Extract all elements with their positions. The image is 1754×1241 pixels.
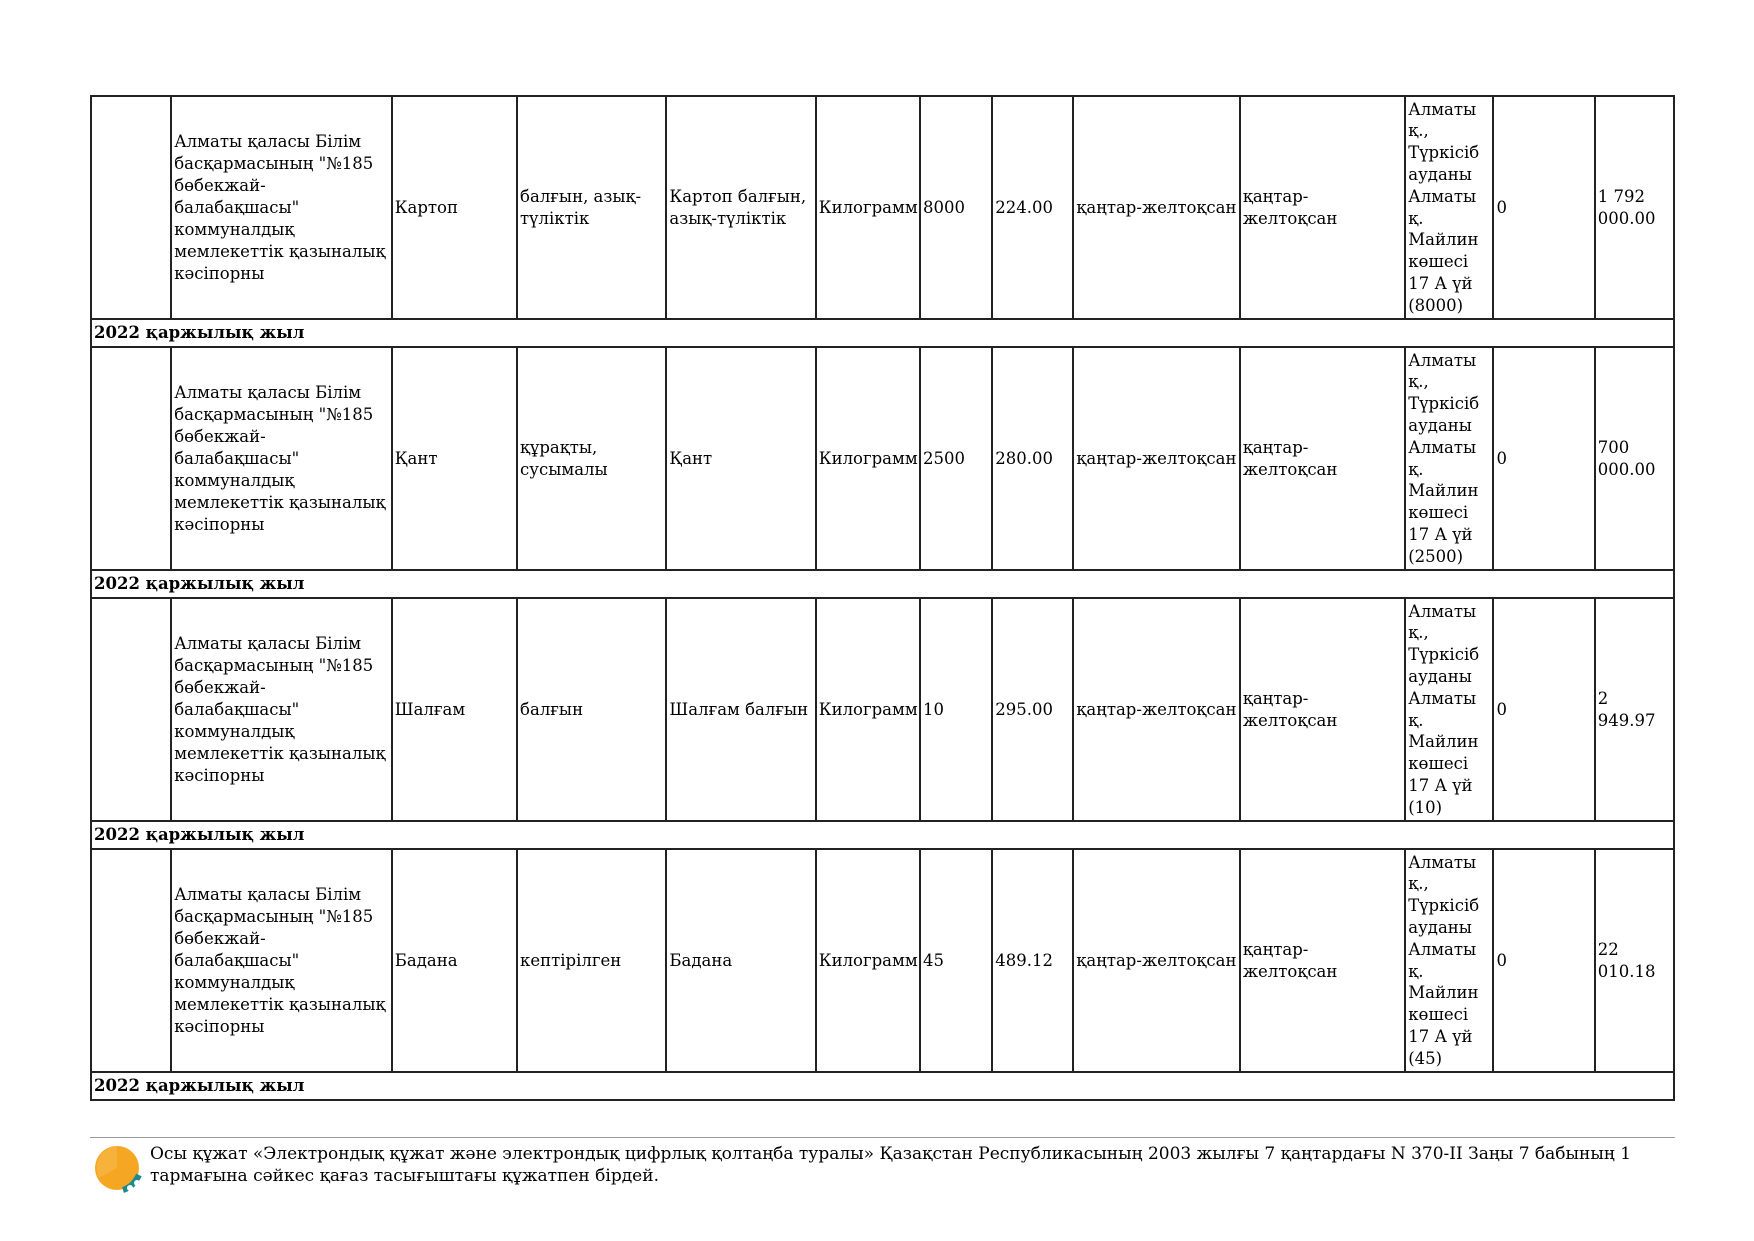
advance-payment-cell: 0 xyxy=(1493,598,1594,821)
total-sum-cell: 700 000.00 xyxy=(1595,347,1674,570)
fiscal-year-row xyxy=(91,319,1674,347)
procurement-table xyxy=(90,95,1675,1101)
procurement-period-cell: қаңтар-желтоқсан xyxy=(1240,849,1405,1072)
delivery-address-cell: Алматы қ., Түркісіб ауданы Алматы қ. Майлин көшесі 17 А үй (10) xyxy=(1405,598,1493,821)
customer-cell: Алматы қаласы Білім басқармасының "№185 бөбекжай-балабақшасы" коммуналдық мемлекеттік қазыналық кәсіпорны xyxy=(171,598,392,821)
advance-payment-cell: 0 xyxy=(1493,347,1594,570)
unit-cell: Килограмм xyxy=(816,849,920,1072)
fiscal-year-label: 2022 қаржылық жыл xyxy=(91,570,1674,598)
extra-characteristic-cell: Картоп балғын, азық-түліктік xyxy=(666,96,815,319)
delivery-address-cell: Алматы қ., Түркісіб ауданы Алматы қ. Майлин көшесі 17 А үй (45) xyxy=(1405,849,1493,1072)
price-cell: 280.00 xyxy=(992,347,1073,570)
unit-cell: Килограмм xyxy=(816,347,920,570)
row-number-cell xyxy=(91,849,171,1072)
table-row xyxy=(91,598,1674,821)
row-number-cell xyxy=(91,598,171,821)
delivery-period-cell: қаңтар-желтоқсан xyxy=(1073,849,1239,1072)
quantity-cell: 45 xyxy=(920,849,992,1072)
delivery-period-cell: қаңтар-желтоқсан xyxy=(1073,598,1239,821)
characteristic-cell: балғын, азық-түліктік xyxy=(517,96,666,319)
quantity-cell: 10 xyxy=(920,598,992,821)
advance-payment-cell: 0 xyxy=(1493,96,1594,319)
fiscal-year-label: 2022 қаржылық жыл xyxy=(91,319,1674,347)
quantity-cell: 8000 xyxy=(920,96,992,319)
item-name-cell: Бадана xyxy=(392,849,517,1072)
fiscal-year-row xyxy=(91,821,1674,849)
extra-characteristic-cell: Шалғам балғын xyxy=(666,598,815,821)
total-sum-cell: 1 792 000.00 xyxy=(1595,96,1674,319)
unit-cell: Килограмм xyxy=(816,598,920,821)
delivery-address-cell: Алматы қ., Түркісіб ауданы Алматы қ. Майлин көшесі 17 А үй (2500) xyxy=(1405,347,1493,570)
advance-payment-cell: 0 xyxy=(1493,849,1594,1072)
delivery-period-cell: қаңтар-желтоқсан xyxy=(1073,96,1239,319)
row-number-cell xyxy=(91,347,171,570)
fiscal-year-label: 2022 қаржылық жыл xyxy=(91,1072,1674,1100)
price-cell: 224.00 xyxy=(992,96,1073,319)
footer xyxy=(90,1137,1675,1186)
row-number-cell xyxy=(91,96,171,319)
customer-cell: Алматы қаласы Білім басқармасының "№185 бөбекжай-балабақшасы" коммуналдық мемлекеттік қазыналық кәсіпорны xyxy=(171,849,392,1072)
procurement-period-cell: қаңтар-желтоқсан xyxy=(1240,598,1405,821)
total-sum-cell: 2 949.97 xyxy=(1595,598,1674,821)
procurement-period-cell: қаңтар-желтоқсан xyxy=(1240,347,1405,570)
price-cell: 489.12 xyxy=(992,849,1073,1072)
fiscal-year-label: 2022 қаржылық жыл xyxy=(91,821,1674,849)
table-row xyxy=(91,347,1674,570)
price-cell: 295.00 xyxy=(992,598,1073,821)
delivery-address-cell: Алматы қ., Түркісіб ауданы Алматы қ. Майлин көшесі 17 А үй (8000) xyxy=(1405,96,1493,319)
delivery-period-cell: қаңтар-желтоқсан xyxy=(1073,347,1239,570)
item-name-cell: Қант xyxy=(392,347,517,570)
footer-disclaimer: Осы құжат «Электрондық құжат және электрондық цифрлық қолтаңба туралы» Қазақстан Республикасының 2003 жылғы 7 қаңтардағы N 370-II Заңы 7 бабының 1 тармағына сәйкес қағаз тасығыштағы құжатпен бірдей. xyxy=(150,1144,1632,1186)
total-sum-cell: 22 010.18 xyxy=(1595,849,1674,1072)
customer-cell: Алматы қаласы Білім басқармасының "№185 бөбекжай-балабақшасы" коммуналдық мемлекеттік қазыналық кәсіпорны xyxy=(171,347,392,570)
fiscal-year-row xyxy=(91,1072,1674,1100)
characteristic-cell: балғын xyxy=(517,598,666,821)
table-row xyxy=(91,96,1674,319)
characteristic-cell: құрақты, сусымалы xyxy=(517,347,666,570)
table-row xyxy=(91,849,1674,1072)
customer-cell: Алматы қаласы Білім басқармасының "№185 бөбекжай-балабақшасы" коммуналдық мемлекеттік қазыналық кәсіпорны xyxy=(171,96,392,319)
unit-cell: Килограмм xyxy=(816,96,920,319)
procurement-period-cell: қаңтар-желтоқсан xyxy=(1240,96,1405,319)
extra-characteristic-cell: Бадана xyxy=(666,849,815,1072)
item-name-cell: Шалғам xyxy=(392,598,517,821)
egov-sun-logo-icon xyxy=(93,1143,143,1193)
extra-characteristic-cell: Қант xyxy=(666,347,815,570)
item-name-cell: Картоп xyxy=(392,96,517,319)
characteristic-cell: кептірілген xyxy=(517,849,666,1072)
quantity-cell: 2500 xyxy=(920,347,992,570)
fiscal-year-row xyxy=(91,570,1674,598)
